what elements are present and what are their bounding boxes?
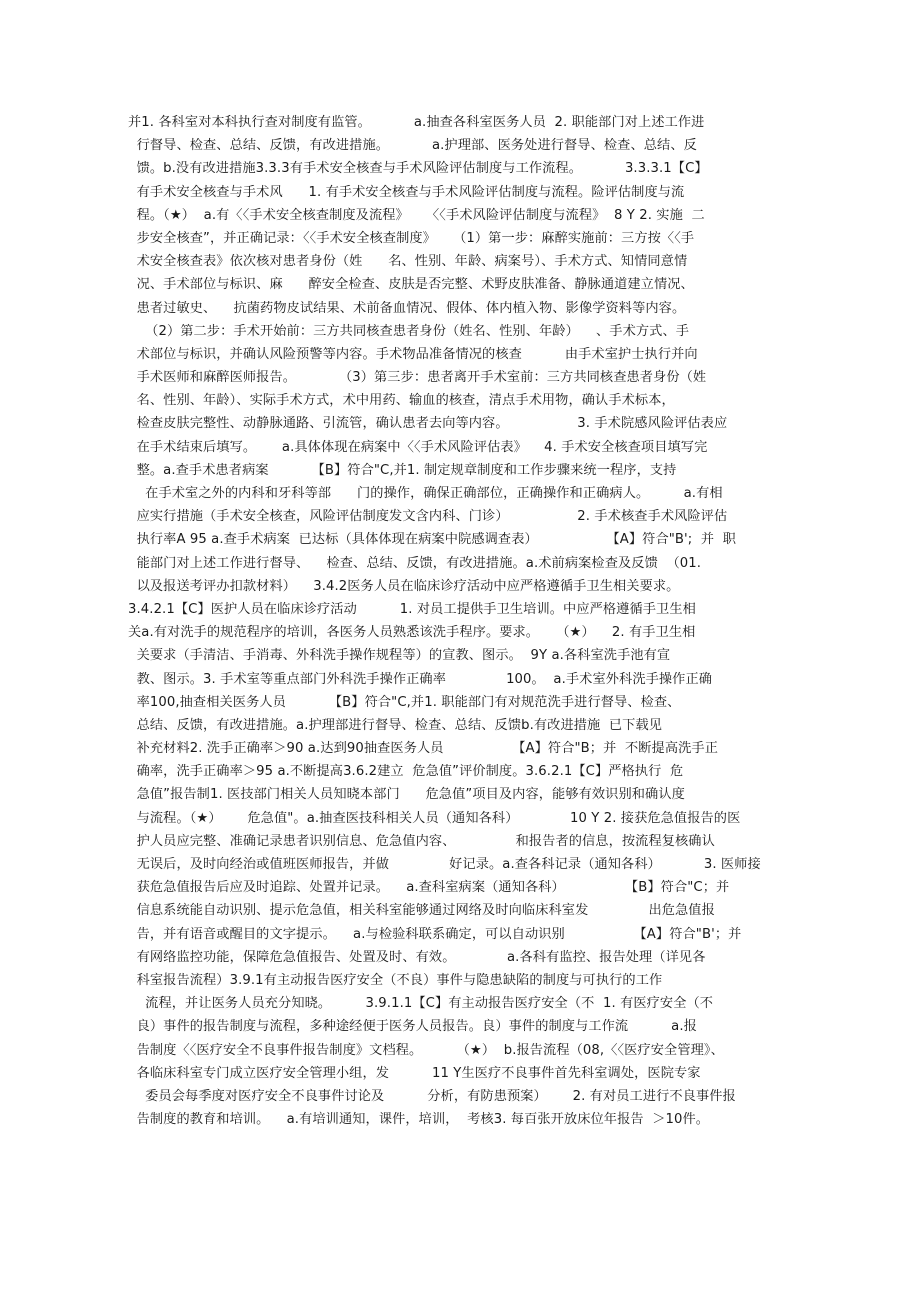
text-line: 与流程。（★） 危急值"。a.抽查医技科相关人员（通知各科） 10 Y 2. 接获危急值报告的医 [128,810,741,826]
text-line: 率100,抽查相关医务人员 【B】符合"C,并1. 职能部门有对规范洗手进行督导、检查、 [128,694,681,710]
text-line: 检查皮肤完整性、动静脉通路、引流管，确认患者去向等内容。 3. 手术院感风险评估表应 [128,416,728,432]
text-line: 教、图示。3. 手术室等重点部门外科洗手操作正确率 100。 a.手术室外科洗手操作正确 [128,671,713,687]
text-line: 馈。b.没有改进措施3.3.3有手术安全核查与手术风险评估制度与工作流程。 3.3.3.1【C】 [128,161,708,177]
text-line: 关a.有对洗手的规范程序的培训，各医务人员熟悉该洗手程序。要求。 （★） 2. 有手卫生相 [128,625,696,641]
text-line: 科室报告流程）3.9.1有主动报告医疗安全（不良）事件与隐患缺陷的制度与可执行的工作 [128,972,663,988]
text-line: 执行率A 95 a.查手术病案 已达标（具体体现在病案中院感调查表） 【A】符合"B'; 并 职 [128,532,737,548]
text-line: 获危急值报告后应及时追踪、处置并记录。 a.查科室病案（通知各科） 【B】符合"C；并 [128,880,730,896]
text-line: 应实行措施（手术安全核查，风险评估制度发文含内科、门诊） 2. 手术核查手术风险评估 [128,509,728,525]
text-line: 行督导、检查、总结、反馈，有改进措施。 a.护理部、医务处进行督导、检查、总结、反 [128,138,697,154]
text-line: 有手术安全核查与手术风 1. 有手术安全核查与手术风险评估制度与流程。险评估制度与流 [128,184,685,200]
text-line: 术部位与标识，并确认风险预警等内容。手术物品准备情况的核查 由手术室护士执行并向 [128,346,698,362]
text-line: 有网络监控功能，保障危急值报告、处置及时、有效。 a.各科有监控、报告处理（详见各 [128,949,706,965]
text-line: 能部门对上述工作进行督导、 检查、总结、反馈，有改进措施。a.术前病案检查及反馈 （01. [128,555,702,571]
text-line: 急值”报告制1. 医技部门相关人员知晓本部门 危急值”项目及内容，能够有效识别和确认度 [128,787,685,803]
text-line: 总结、反馈，有改进措施。a.护理部进行督导、检查、总结、反馈b.有改进措施 已下载见 [128,717,663,733]
text-line: 各临床科室专门成立医疗安全管理小组，发 11 Y生医疗不良事件首先科室调处，医院专家 [128,1065,701,1081]
text-line: 在手术结束后填写。 a.具体体现在病案中〈〈手术风险评估表》 4. 手术安全核查项目填写完 [128,439,708,455]
text-line: 流程，并让医务人员充分知晓。 3.9.1.1【C】有主动报告医疗安全（不 1. 有医疗安全（不 [128,996,714,1012]
text-line: 委员会每季度对医疗安全不良事件讨论及 分析，有防患预案） 2. 有对员工进行不良事件报 [128,1088,736,1104]
text-line: 整。a.查手术患者病案 【B】符合"C,并1. 制定规章制度和工作步骤来统一程序，支持 [128,462,677,478]
text-line: 3.4.2.1【C】医护人员在临床诊疗活动 1. 对员工提供手卫生培训。中应严格遵循手卫生相 [128,601,696,617]
text-line: 并1. 各科室对本科执行查对制度有监管。 a.抽查各科室医务人员 2. 职能部门对上述工作进 [128,115,705,130]
text-line: 告，并有语音或醒目的文字提示。 a.与检验科联系确定，可以自动识别 【A】符合"B'；并 [128,926,742,942]
text-line: 无误后，及时向经治或值班医师报告，并做 好记录。a.查各科记录（通知各科） 3. 医师接 [128,857,761,872]
text-line: 信息系统能自动识别、提示危急值，相关科室能够通过网络及时向临床科室发 出危急值报 [128,903,715,919]
text-line: 良）事件的报告制度与流程，多种途经便于医务人员报告。良）事件的制度与工作流 a.报 [128,1019,697,1035]
text-line: 关要求（手清洁、手消毒、外科洗手操作规程等）的宣教、图示。 9Y a.各科室洗手池有宣 [128,648,671,664]
text-line: 名、性别、年龄）、实际手术方式，术中用药、输血的核查，清点手术用物，确认手术标本， [128,393,675,409]
text-line: 告制度〈〈医疗安全不良事件报告制度》文档程。 （★） b.报告流程（08,〈〈医疗安全管理》、 [128,1042,724,1058]
text-line: （2）第二步：手术开始前：三方共同核查患者身份（姓名、性别、年龄） 、手术方式、手 [128,323,690,339]
text-line: 护人员应完整、准确记录患者识别信息、危急值内容、 和报告者的信息，按流程复核确认 [128,833,715,849]
text-line: 在手术室之外的内科和牙科等部 门的操作，确保正确部位，正确操作和正确病人。 a.有相 [128,486,723,501]
text-line: 程。（★） a.有〈〈手术安全核查制度及流程》 〈〈手术风险评估制度与流程》 8 Y 2. 实施 二 [128,207,705,223]
text-line: 患者过敏史、 抗菌药物皮试结果、术前备血情况、假体、体内植入物、影像学资料等内容。 [128,300,686,316]
text-line: 告制度的教育和培训。 a.有培训通知，课件，培训， 考核3. 每百张开放床位年报告 ＞10件。 [128,1112,710,1128]
text-line: 手术医师和麻醉医师报告。 （3）第三步：患者离开手术室前：三方共同核查患者身份（姓 [128,370,707,386]
text-line: 况、手术部位与标识、麻 醉安全检查、皮肤是否完整、术野皮肤准备、静脉通道建立情况、 [128,277,694,293]
text-line: 确率，洗手正确率＞95 a.不断提高3.6.2建立 危急值”评价制度。3.6.2.1【C】严格执行 危 [128,764,684,780]
text-line: 步安全核查”，并正确记录：〈〈手术安全核查制度》 （1）第一步：麻醉实施前：三方按〈〈手 [128,230,695,246]
document-body [128,111,778,1131]
text-line: 术安全核查表》依次核对患者身份（姓 名、性别、年龄、病案号）、手术方式、知情同意情 [128,254,688,270]
text-line: 补充材料2. 洗手正确率＞90 a.达到90抽查医务人员 【A】符合"B；并 不断提高洗手正 [128,741,718,757]
text-line: 以及报送考评办扣款材料） 3.4.2医务人员在临床诊疗活动中应严格遵循手卫生相关要求。 [128,578,680,594]
